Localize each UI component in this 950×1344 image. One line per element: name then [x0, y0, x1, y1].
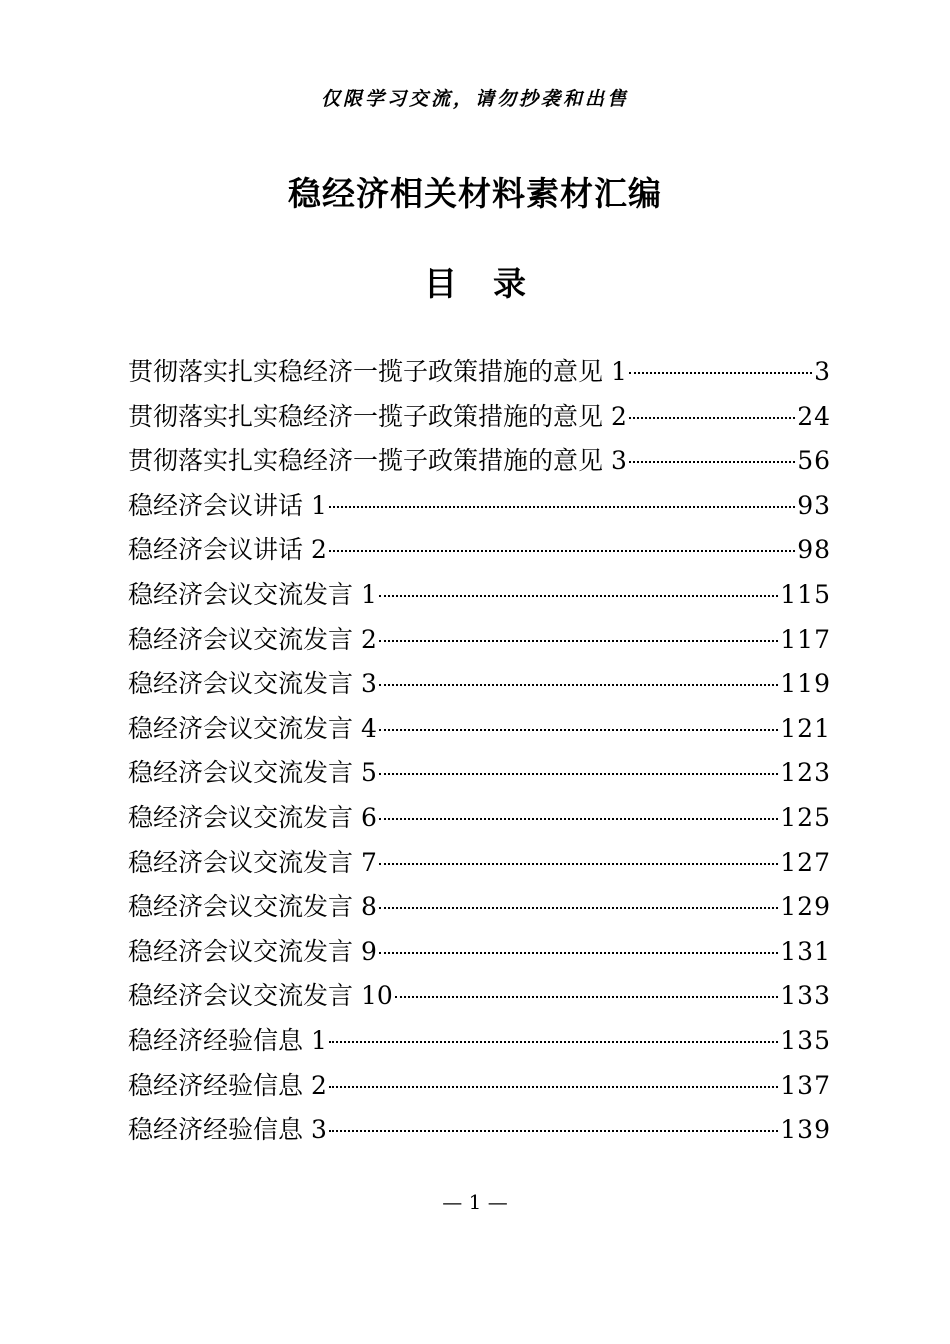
- toc-leader: [379, 640, 778, 642]
- toc-leader: [379, 684, 778, 686]
- toc-entry[interactable]: [128, 573, 831, 618]
- toc-entry[interactable]: [128, 885, 831, 930]
- toc-leader: [329, 550, 795, 552]
- toc-entry-page: 139: [780, 1115, 831, 1145]
- toc-entry-title: 稳经济会议交流发言 4: [128, 713, 377, 743]
- toc-entry-title: 稳经济经验信息 2: [128, 1070, 327, 1100]
- toc-entry[interactable]: [128, 439, 831, 484]
- toc-entry-page: 56: [797, 446, 831, 476]
- toc-entry-page: 3: [814, 357, 831, 386]
- toc-entry[interactable]: [128, 1108, 831, 1153]
- toc-entry-title: 稳经济会议交流发言 2: [128, 624, 377, 654]
- toc-entry-title: 稳经济会议讲话 2: [128, 535, 327, 565]
- toc-leader: [629, 461, 795, 463]
- toc-entry-title: 稳经济会议交流发言 10: [128, 981, 393, 1011]
- toc-entry-page: 129: [780, 892, 831, 922]
- toc-entry-title: 稳经济会议交流发言 7: [128, 847, 377, 877]
- toc-heading: 目录: [424, 264, 562, 303]
- toc-entry-page: 133: [780, 981, 831, 1011]
- toc-entry-page: 117: [780, 624, 831, 654]
- toc-entry[interactable]: [128, 707, 831, 752]
- page-number: — 1 —: [442, 1190, 508, 1214]
- toc-leader: [329, 506, 795, 508]
- toc-entry-page: 98: [797, 535, 831, 565]
- toc-leader: [379, 952, 778, 954]
- toc-leader: [329, 1086, 778, 1088]
- toc-entry-title: 稳经济会议交流发言 5: [128, 758, 377, 788]
- toc-entry-title: 稳经济会议交流发言 3: [128, 669, 377, 699]
- toc-entry-page: 123: [780, 758, 831, 788]
- toc-entry-page: 137: [780, 1070, 831, 1100]
- toc-leader: [629, 417, 795, 419]
- toc-entry-page: 115: [780, 579, 831, 609]
- toc-entry-page: 119: [780, 669, 831, 699]
- toc-entry[interactable]: [128, 796, 831, 841]
- toc-entry-page: 127: [780, 847, 831, 877]
- toc-entry-page: 93: [797, 490, 831, 520]
- toc-entry-title: 稳经济会议交流发言 9: [128, 936, 377, 966]
- toc-entry[interactable]: [128, 618, 831, 663]
- toc-entry[interactable]: [128, 350, 831, 395]
- toc-entry[interactable]: [128, 751, 831, 796]
- header-note: 仅限学习交流，请勿抄袭和出售: [320, 88, 629, 110]
- toc-leader: [329, 1130, 778, 1132]
- toc-entry-title: 稳经济会议交流发言 1: [128, 579, 377, 609]
- toc-entry-title: 稳经济会议交流发言 8: [128, 892, 377, 922]
- toc-entry-title: 贯彻落实扎实稳经济一揽子政策措施的意见 3: [128, 446, 627, 476]
- toc-entry-page: 121: [780, 713, 831, 743]
- toc-entry[interactable]: [128, 841, 831, 886]
- toc-entry[interactable]: [128, 395, 831, 440]
- toc-entry[interactable]: [128, 484, 831, 529]
- toc-entry[interactable]: [128, 1064, 831, 1109]
- toc-leader: [629, 372, 812, 374]
- toc-leader: [379, 907, 778, 909]
- table-of-contents: [128, 350, 831, 1153]
- document-title: 稳经济相关材料素材汇编: [288, 174, 662, 213]
- toc-entry[interactable]: [128, 662, 831, 707]
- toc-entry-title: 稳经济会议交流发言 6: [128, 802, 377, 832]
- toc-entry[interactable]: [128, 528, 831, 573]
- toc-entry-title: 贯彻落实扎实稳经济一揽子政策措施的意见 1: [128, 357, 627, 386]
- toc-entry[interactable]: [128, 930, 831, 975]
- toc-entry-title: 稳经济经验信息 3: [128, 1115, 327, 1145]
- toc-entry-page: 24: [797, 401, 831, 431]
- toc-leader: [329, 1041, 778, 1043]
- toc-entry-page: 135: [780, 1025, 831, 1055]
- toc-leader: [379, 863, 778, 865]
- toc-entry-page: 131: [780, 936, 831, 966]
- toc-leader: [379, 595, 778, 597]
- toc-leader: [395, 996, 779, 998]
- toc-entry-title: 稳经济会议讲话 1: [128, 490, 327, 520]
- toc-leader: [379, 773, 778, 775]
- toc-entry-page: 125: [780, 802, 831, 832]
- toc-entry-title: 稳经济经验信息 1: [128, 1025, 327, 1055]
- toc-leader: [379, 729, 778, 731]
- toc-entry-title: 贯彻落实扎实稳经济一揽子政策措施的意见 2: [128, 401, 627, 431]
- toc-leader: [379, 818, 778, 820]
- toc-entry[interactable]: [128, 974, 831, 1019]
- toc-entry[interactable]: [128, 1019, 831, 1064]
